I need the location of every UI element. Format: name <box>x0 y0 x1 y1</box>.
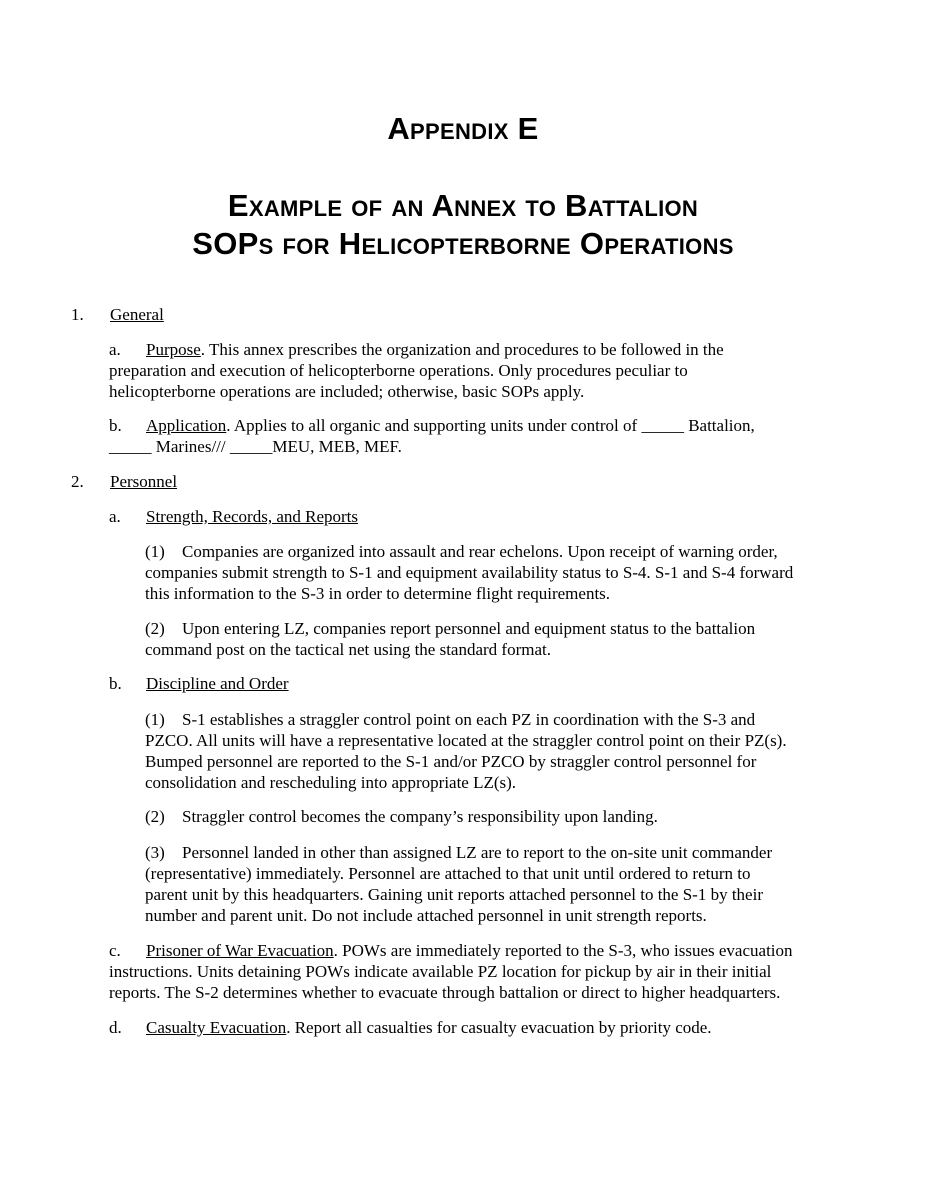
section-2a-label: a. <box>109 507 121 526</box>
section-2b-3-line-1: Personnel landed in other than assigned LZ are to report to the on-site unit commander <box>182 843 773 862</box>
appendix-heading: Appendix E <box>387 111 539 146</box>
section-1b-paragraph <box>109 415 829 457</box>
section-2b-heading: Discipline and Order <box>146 674 289 693</box>
section-1a-line-2: preparation and execution of helicopterborne operations. Only procedures peculiar to <box>109 361 688 380</box>
section-1a-label: a. <box>109 340 121 359</box>
section-2a-1-line-3: this information to the S-3 in order to determine flight requirements. <box>145 584 611 603</box>
section-2b-3-paragraph <box>145 842 831 926</box>
section-2a-1-line-1: Companies are organized into assault and rear echelons. Upon receipt of warning order, <box>182 542 778 561</box>
section-2-title: Personnel <box>110 472 178 491</box>
document-title-line-1: Example of an Annex to Battalion <box>227 188 699 223</box>
section-2a-1-line-2: companies submit strength to S-1 and equipment availability status to S-4. S-1 and S-4 forward <box>145 563 794 582</box>
section-2a-2-line-1: Upon entering LZ, companies report personnel and equipment status to the battalion <box>182 619 756 638</box>
section-2b-1-line-3: Bumped personnel are reported to the S-1 and/or PZCO by straggler control personnel for <box>145 752 757 771</box>
section-2c-label: c. <box>109 941 121 960</box>
section-2d-label: d. <box>109 1018 122 1037</box>
section-2b-1-number: (1) <box>145 710 165 729</box>
section-1b-line-1: . Applies to all organic and supporting units under control of _____ Battalion, <box>226 416 755 435</box>
section-1b-heading: Application <box>146 416 227 435</box>
section-2b-3-number: (3) <box>145 843 165 862</box>
section-2c-line-2: instructions. Units detaining POWs indicate available PZ location for pickup by air in their initial <box>109 962 772 981</box>
section-2b-2-number: (2) <box>145 807 165 826</box>
section-2b-1-line-2: PZCO. All units will have a representative located at the straggler control point on their PZ(s). <box>145 731 787 750</box>
section-2c-line-3: reports. The S-2 determines whether to evacuate through battalion or direct to higher headquarters. <box>109 983 781 1002</box>
section-2b-1-line-4: consolidation and rescheduling into appropriate LZ(s). <box>145 773 517 792</box>
section-2b-heading-line <box>109 673 829 694</box>
section-2d-line-1: . Report all casualties for casualty evacuation by priority code. <box>286 1018 712 1037</box>
section-2d-paragraph <box>109 1017 829 1038</box>
section-2b-2-paragraph <box>145 806 831 827</box>
section-2c-paragraph <box>109 940 829 1003</box>
section-2a-2-paragraph <box>145 618 831 660</box>
section-1-title: General <box>110 305 164 324</box>
section-2a-2-number: (2) <box>145 619 165 638</box>
section-2a-1-number: (1) <box>145 542 165 561</box>
section-2b-1-paragraph <box>145 709 831 793</box>
section-1b-label: b. <box>109 416 122 435</box>
section-2a-1-paragraph <box>145 541 831 604</box>
section-1b-line-2: _____ Marines/// _____MEU, MEB, MEF. <box>109 437 402 456</box>
section-1a-heading: Purpose <box>146 340 201 359</box>
document-title-line-2: SOPs for Helicopterborne Operations <box>192 226 734 261</box>
section-2b-3-line-4: number and parent unit. Do not include attached personnel in unit strength reports. <box>145 906 707 925</box>
section-2d-heading: Casualty Evacuation <box>146 1018 287 1037</box>
section-2b-2-line-1: Straggler control becomes the company’s responsibility upon landing. <box>182 807 658 826</box>
section-1a-paragraph <box>109 339 829 402</box>
section-2b-label: b. <box>109 674 122 693</box>
section-2a-heading: Strength, Records, and Reports <box>146 507 358 526</box>
section-1-number: 1. <box>71 305 84 324</box>
section-2-number: 2. <box>71 472 84 491</box>
section-2a-2-line-2: command post on the tactical net using the standard format. <box>145 640 551 659</box>
section-1a-line-1: . This annex prescribes the organization and procedures to be followed in the <box>200 340 724 359</box>
section-2b-1-line-1: S-1 establishes a straggler control point on each PZ in coordination with the S-3 and <box>182 710 756 729</box>
section-2a-heading-line <box>109 506 829 527</box>
section-2c-line-1: . POWs are immediately reported to the S-3, who issues evacuation <box>333 941 793 960</box>
section-1a-line-3: helicopterborne operations are included; otherwise, basic SOPs apply. <box>109 382 585 401</box>
section-2b-3-line-3: parent unit by this headquarters. Gaining unit reports attached personnel to the S-1 by their <box>145 885 763 904</box>
section-2c-heading: Prisoner of War Evacuation <box>146 941 334 960</box>
section-2b-3-line-2: (representative) immediately. Personnel are attached to that unit until ordered to return to <box>145 864 751 883</box>
